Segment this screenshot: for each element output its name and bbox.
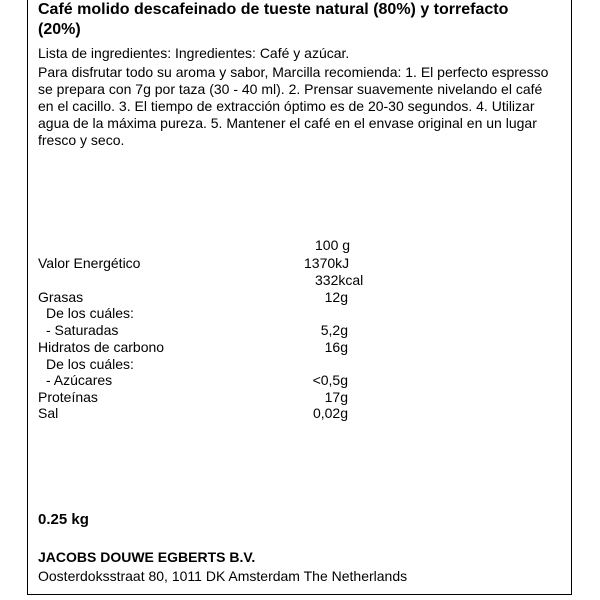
energy-kcal-value: 332kcal (315, 272, 364, 288)
fat-of-which-label: De los cuáles: (46, 305, 134, 321)
ingredients-list: Lista de ingredientes: Ingredientes: Café y azúcar. (38, 45, 350, 61)
product-title-line2: (20%) (38, 21, 81, 38)
protein-value: 17g (324, 389, 348, 405)
sugars-value: <0,5g (312, 372, 348, 388)
saturated-value: 5,2g (320, 322, 348, 338)
product-info-sheet (27, 0, 572, 595)
protein-label: Proteínas (38, 389, 98, 405)
preparation-advice: Para disfrutar todo su aroma y sabor, Marcilla recomienda: 1. El perfecto espresso se prepara con 7g por taza (30 - 40 ml). 2. Prensar suavemente nivelando el café en el cacillo. 3. El tiempo de extracción óptimo es de 20-30 segundos. 4. Utilizar agua de la máxima pureza. 5. Mantener el café en el envase original en un lugar fresco y seco. (38, 64, 549, 148)
company-name: JACOBS DOUWE EGBERTS B.V. (38, 549, 256, 565)
fat-value: 12g (324, 289, 348, 305)
salt-value: 0,02g (312, 405, 348, 421)
product-title-line1: Café molido descafeinado de tueste natural (80%) y torrefacto (38, 1, 509, 18)
company-address: Oosterdoksstraat 80, 1011 DK Amsterdam The Netherlands (38, 568, 408, 584)
salt-label: Sal (38, 405, 59, 421)
energy-kj-value: 1370kJ (304, 255, 350, 271)
carbs-label: Hidratos de carbono (38, 339, 165, 355)
net-weight: 0.25 kg (38, 511, 89, 528)
carbs-of-which-label: De los cuáles: (46, 356, 134, 372)
saturated-label: - Saturadas (46, 322, 119, 338)
energy-label: Valor Energético (38, 255, 141, 271)
fat-label: Grasas (38, 289, 84, 305)
sugars-label: - Azúcares (46, 372, 113, 388)
nutrition-column-header: 100 g (315, 237, 351, 253)
carbs-value: 16g (324, 339, 348, 355)
